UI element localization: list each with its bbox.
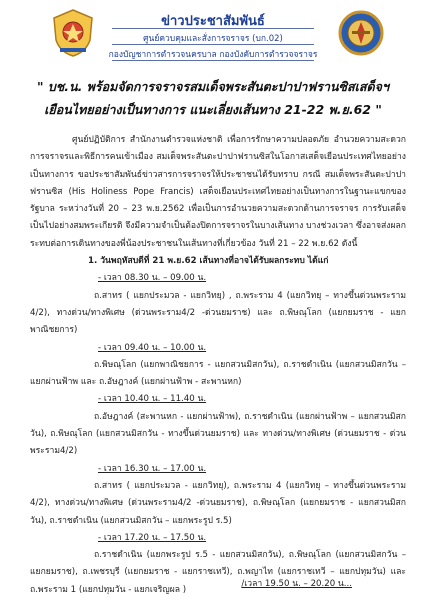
article-body [30, 132, 406, 599]
time-slot-label: - เวลา 16.30 น. – 17.00 น. [98, 463, 207, 474]
route-slot-5: ถ.ราชดำเนิน (แยกพระรูป ร.5 - แยกสวนมิสกวัน), ถ.พิษณุโลก (แยกสวนมิสกวัน – แยกยมราช), ถ.เพชรบุรี (แยกยมราช - แยกราชเทวี), ถ.พญาไท (แยกราชเทวี – แยกปทุมวัน) และ ถ.พระราม 1 (แยกปทุมวัน - แยกเจริญผล ) [30, 550, 406, 595]
headline-line-1: " บช.น. พร้อมจัดการจราจรสมเด็จพระสันตะปาปาฟรานซิสเสด็จฯ [37, 79, 389, 94]
continued-time-slot [241, 576, 352, 590]
divider [112, 44, 314, 45]
time-slot-label: - เวลา 09.40 น. – 10.00 น. [98, 342, 207, 353]
time-slot-1 [30, 270, 406, 287]
route-slot-4: ถ.สาทร ( แยกประมวล - แยกวิทยุ), ถ.พระราม 4 (แยกวิทยุ – ทางขึ้นด่วนพระราม 4/2), ทางด่วน/ทางพิเศษ (ด่วนพระราม4/2 -ด่วนยมราช), ถ.พิษณุโลก (แยกยมราช - แยกสวนมิสกวัน), ถ.ราชดำเนิน (แยกสวนมิสกวัน – แยกพระรูป ร.5) [30, 480, 406, 526]
time-slot-2 [30, 340, 406, 357]
divider [112, 60, 314, 61]
press-subtitle-unit: ศูนย์ควบคุมและสั่งการจราจร (บก.02) [143, 34, 283, 44]
divider [112, 28, 314, 29]
traffic-police-emblem-icon [338, 8, 384, 58]
route-slot-2: ถ.พิษณุโลก (แยกพาณิชยการ - แยกสวนมิสกวัน), ถ.ราชดำเนิน (แยกสวนมิสกวัน – แยกผ่านฟ้าพ และ ถ.อัษฎางค์ (แยกผ่านฟ้าพ - สะพานหก) [30, 359, 406, 388]
time-slot-3 [30, 391, 406, 408]
press-header [0, 4, 426, 66]
time-slot-label: - เวลา 17.20 น. – 17.50 น. [98, 532, 207, 543]
time-slot-label: - เวลา 10.40 น. – 11.40 น. [98, 394, 207, 405]
time-slot-5 [30, 530, 406, 547]
press-subtitle-division: กองบัญชาการตำรวจนครบาล กองบังคับการตำรวจจราจร [108, 50, 318, 60]
time-slot-4 [30, 461, 406, 478]
route-slot-1: ถ.สาทร ( แยกประมวล - แยกวิทยุ) , ถ.พระราม 4 (แยกวิทยุ – ทางขึ้นด่วนพระราม 4/2), ทางด่วน/ทางพิเศษ (ด่วนพระราม4/2 -ด่วนยมราช) และ ถ.พิษณุโลก (แยกยมราช - แยกพาณิชยการ) [30, 290, 406, 336]
route-slot-3: ถ.อัษฎางค์ (สะพานหก - แยกผ่านฟ้าพ), ถ.ราชดำเนิน (แยกผ่านฟ้าพ – แยกสวนมิสกวัน), ถ.พิษณุโลก (แยกสวนมิสกวัน - ทางขึ้นด่วนยมราช) และ ทางด่วน/ทางพิเศษ (ด่วนยมราช - ด่วนพระราม4/2) [30, 411, 406, 457]
intro-paragraph: ศูนย์ปฏิบัติการ สำนักงานตำรวจแห่งชาติ เพื่อการรักษาความปลอดภัย อำนวยความสะดวกการจราจรและพิธีการคนเข้าเมือง สมเด็จพระสันตะปาปาฟรานซิสในโอกาสเสด็จเยือนประเทศไทยอย่างเป็นทางการ ขอประชาสัมพันธ์ข่าวสารการจราจรให้ประชาชนได้รับทราบ กรณี สมเด็จพระสันตะปาปาฟรานซิส (His Holiness Pope Francis) เสด็จเยือนประเทศไทยอย่างเป็นทางการในฐานะแขกของรัฐบาล ระหว่างวันที่ 20 – 23 พ.ย.2562 เพื่อเป็นการอำนวยความสะดวกด้านการจราจร การรับเสด็จเป็นไปอย่างสมพระเกียรติ จึงมีความจำเป็นต้องปิดการจราจรในบางเส้นทาง บางช่วงเวลา ซึ่งอาจส่งผลกระทบต่อการเดินทางของพี่น้องประชาชนในเส้นทางที่เกี่ยวข้อง วันที่ 21 – 22 พ.ย.62 ดังนี้ [30, 135, 406, 249]
headline-line-2: เยือนไทยอย่างเป็นทางการ แนะเลี่ยงเส้นทาง 21-22 พ.ย.62 " [44, 102, 382, 117]
continued-time-label: /เวลา 19.50 น. – 20.20 น... [241, 579, 352, 589]
time-slot-label: - เวลา 08.30 น. – 09.00 น. [98, 273, 207, 284]
section-title: 1. วันพฤหัสบดีที่ 21 พ.ย.62 เส้นทางที่อาจได้รับผลกระทบ ได้แก่ [88, 256, 329, 267]
press-title: ข่าวประชาสัมพันธ์ [161, 14, 265, 29]
headline [0, 75, 426, 121]
